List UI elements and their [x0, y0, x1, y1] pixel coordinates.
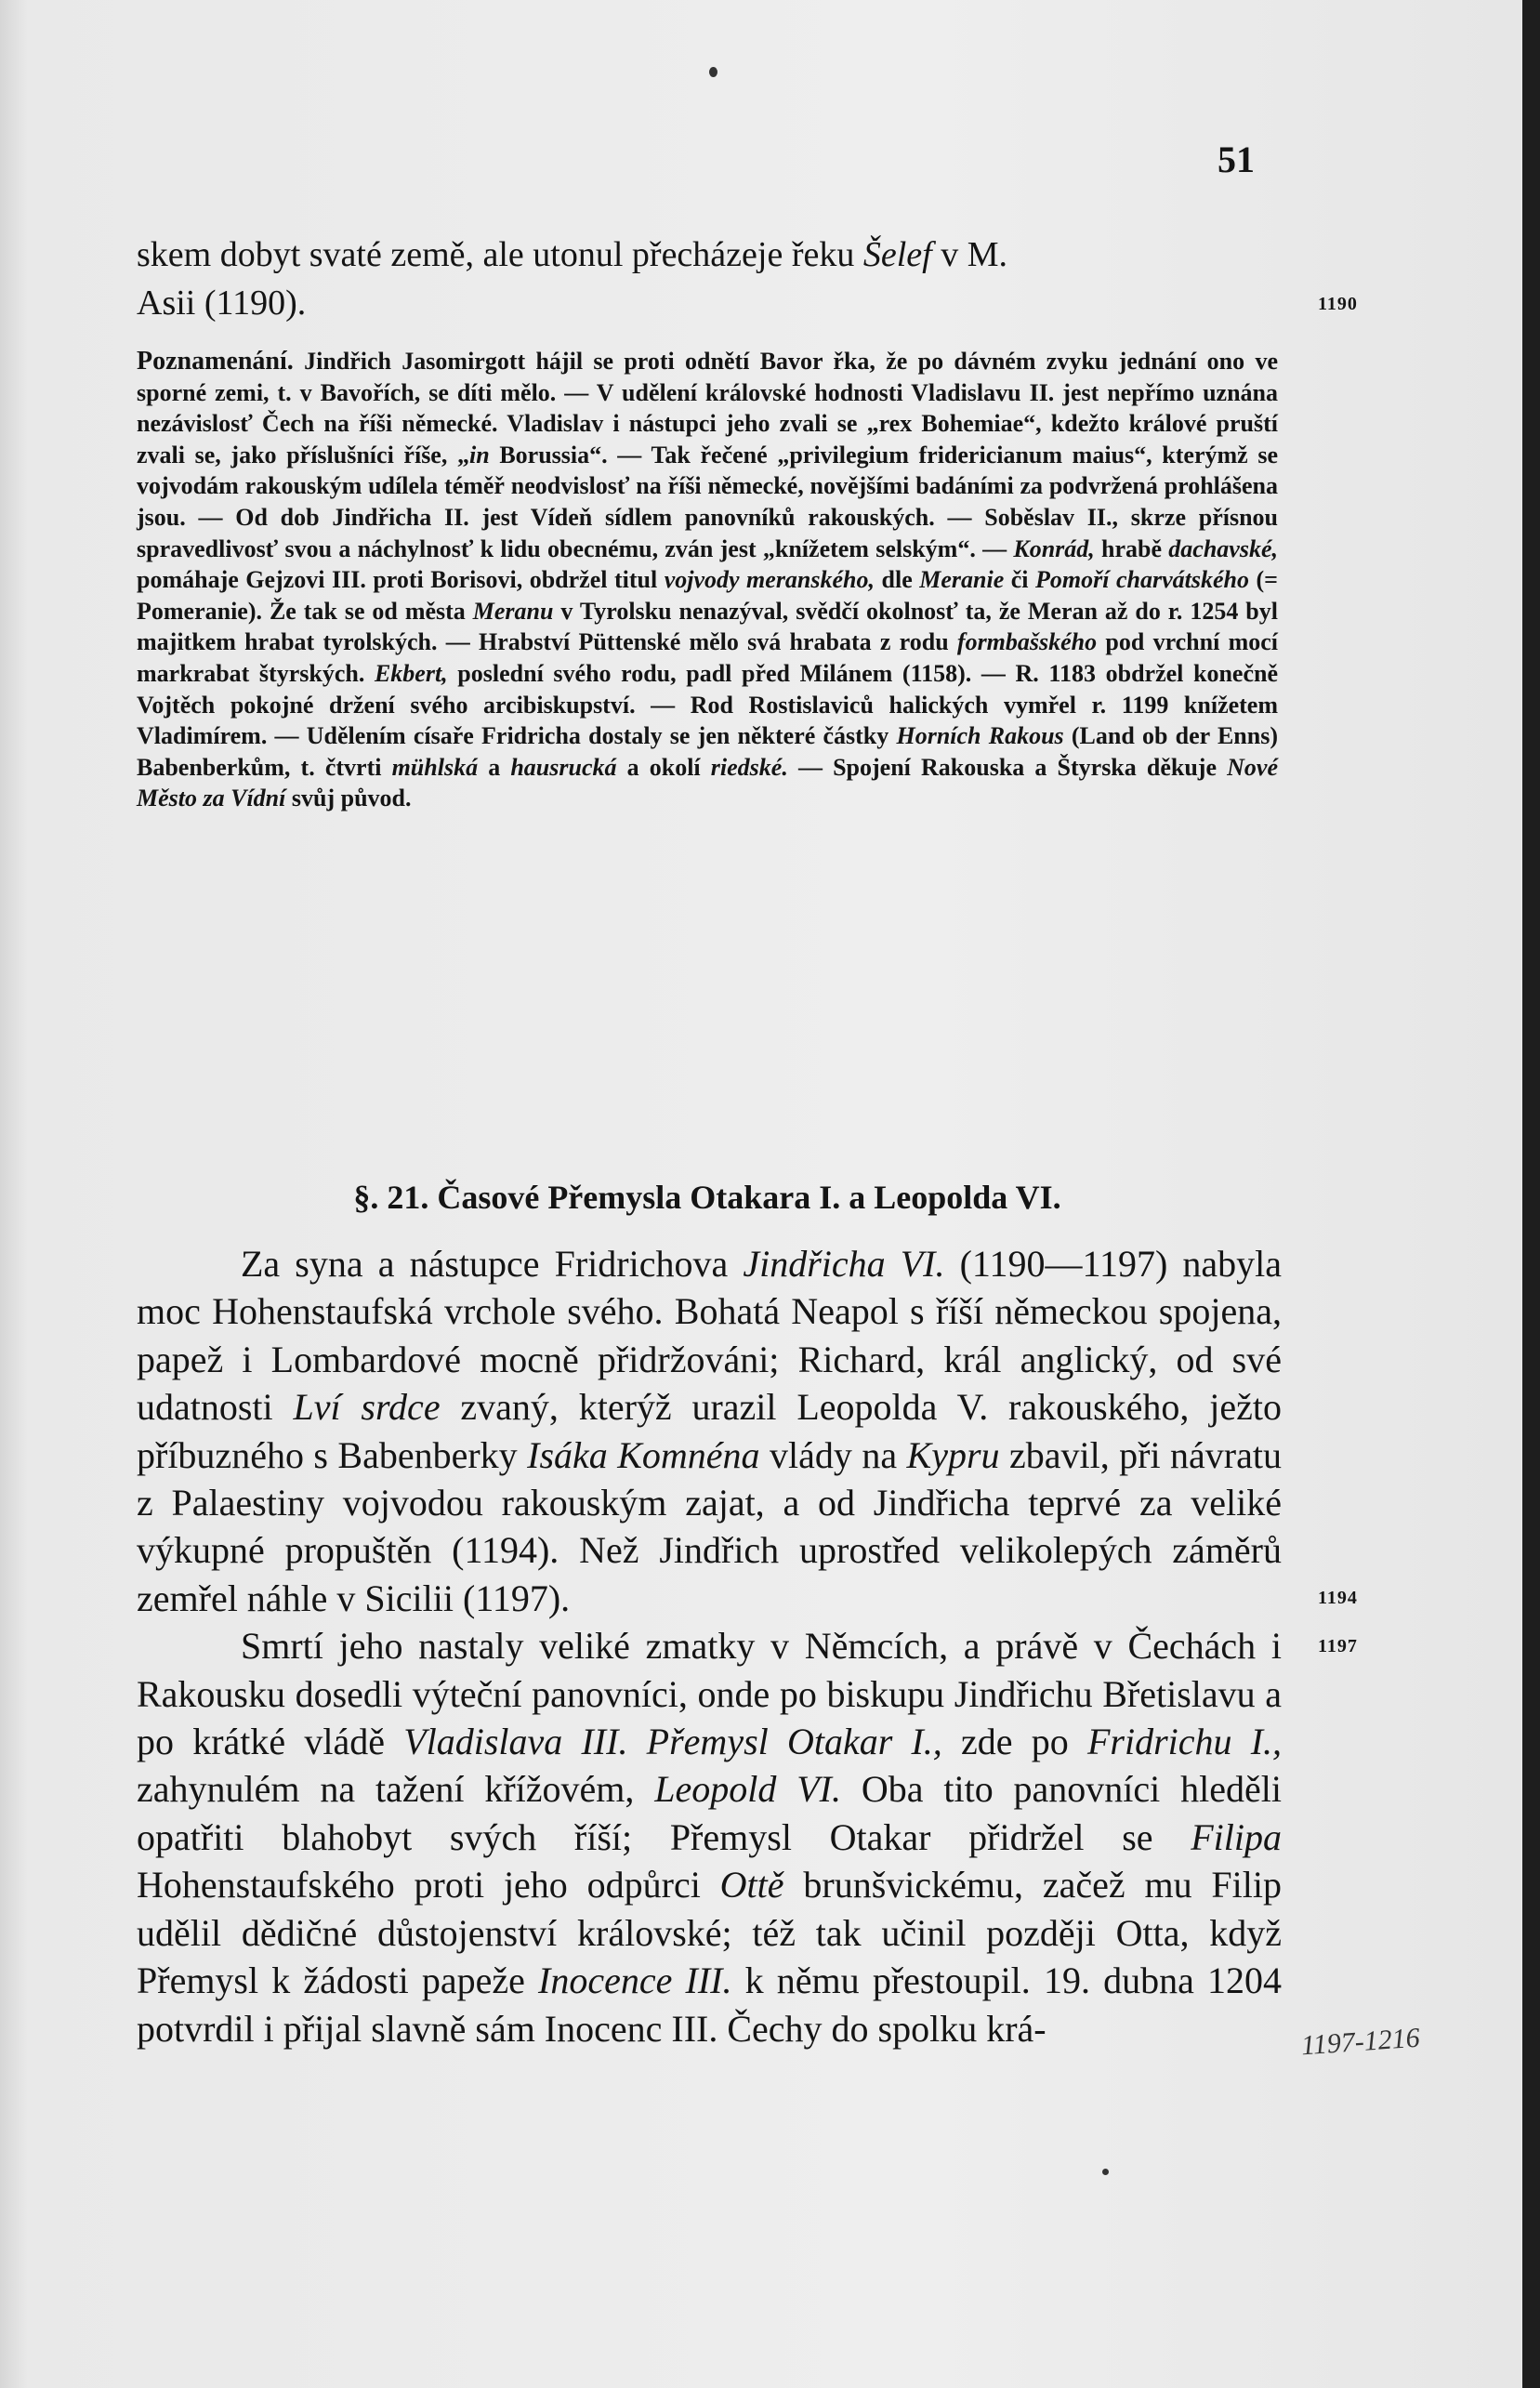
ink-speck	[1102, 2169, 1109, 2175]
main-text	[137, 1240, 1282, 2052]
paragraph: Za syna a nástupce Fridrichova Jindřicha VI. (1190—1197) nabyla moc Hohenstaufská vrchole svého. Bohatá Neapol s říší německou spojena, papež i Lombardové mocně přidržováni; Richard, král anglický, od své udatnosti Lví srdce zvaný, kterýž urazil Leopolda V. rakouského, ježto příbuzného s Babenberky Isáka Komnéna vlády na Kypru zbavil, při návratu z Palaestiny vojvodou rakouským zajat, a od Jindřicha teprvé za veliké výkupné propuštěn (1194). Než Jindřich uprostřed velikolepých záměrů zemřel náhle v Sicilii (1197).	[137, 1243, 1282, 1619]
paragraph: Smrtí jeho nastaly veliké zmatky v Němcích, a právě v Čechách i Rakousku dosedli výteční panovníci, onde po biskupu Jindřichu Břetislavu a po krátké vládě Vladislava III. Přemysl Otakar I., zde po Fridrichu I., zahynulém na tažení křížovém, Leopold VI. Oba tito panovníci hleděli opatřiti blahobyt svých říší; Přemysl Otakar přidržel se Filipa Hohenstaufského proti jeho odpůrci Ottě brunšvickému, začež mu Filip udělil dědičné důstojenství královské; též tak učinil později Otta, když Přemysl k žádosti papeže Inocence III. k němu přestoupil. 19. dubna 1204 potvrdil i přijal slavně sám Inocenc III. Čechy do spolku krá-	[137, 1625, 1283, 2050]
margin-year-1197: 1197	[1318, 1636, 1358, 1656]
ink-speck	[709, 67, 717, 77]
page-number: 51	[1218, 139, 1255, 180]
continuation-paragraph: skem dobyt svaté země, ale utonul přecházeje řeku Šelef v M. Asii (1190).	[137, 235, 1007, 323]
handwritten-annotation: 1197-1216	[1299, 2022, 1421, 2062]
section-heading: §. 21. Časové Přemysla Otakara I. a Leopolda VI.	[353, 1179, 1061, 1216]
note-label: Poznamenání.	[137, 347, 294, 376]
scan-edge	[1522, 0, 1540, 2388]
note-paragraph: Poznamenání. Jindřich Jasomirgott hájil se proti odnětí Bavor řka, že po dávném zvyku jednání ono ve sporné zemi, t. v Bavořích, se díti mělo. — V udělení královské hodnosti Vladislavu II. jest nepřímo uznána nezávislosť Čech na říši německé. Vladislav i nástupci jeho zvali se „rex Bohemiae“, kdežto králové pruští zvali se, jako příslušníci říše, „in Borussia“. — Tak řečené „privilegium fridericianum maius“, kterýmž se vojvodám rakouským udílela téměř neodvislosť na říši německé, novějšími badáními za podvržená prohlášena jsou. — Od dob Jindřicha II. jest Vídeň sídlem panovníků rakouských. — Soběslav II., skrze přísnou spravedlivosť svou a náchylnosť k lidu obecnému, zván jest „knížetem selským“. — Konrád, hrabě dachavské, pomáhaje Gejzovi III. proti Borisovi, obdržel titul vojvody meranského, dle Meranie či Pomoří charvátského (= Pomeranie). Že tak se od města Meranu v Tyrolsku nenazýval, svědčí okolnosť ta, že Meran až do r. 1254 byl majitkem hrabat tyrolských. — Hrabství Püttenské mělo svá hrabata z rodu formbašského pod vrchní mocí markrabat štyrských. Ekbert, poslední svého rodu, padl před Milánem (1158). — R. 1183 obdržel konečně Vojtěch pokojné držení svého arcibiskupství. — Rod Rostislaviců halických vymřel r. 1199 knížetem Vladimírem. — Udělením císaře Fridricha dostaly se jen některé částky Horních Rakous (Land ob der Enns) Babenberkům, t. čtvrti mühlská a hausrucká a okolí riedské. — Spojení Rakouska a Štyrska děkuje Nové Město za Vídní svůj původ.	[137, 347, 1278, 812]
margin-year-1194: 1194	[1318, 1588, 1358, 1608]
margin-year-1190: 1190	[1318, 294, 1358, 314]
